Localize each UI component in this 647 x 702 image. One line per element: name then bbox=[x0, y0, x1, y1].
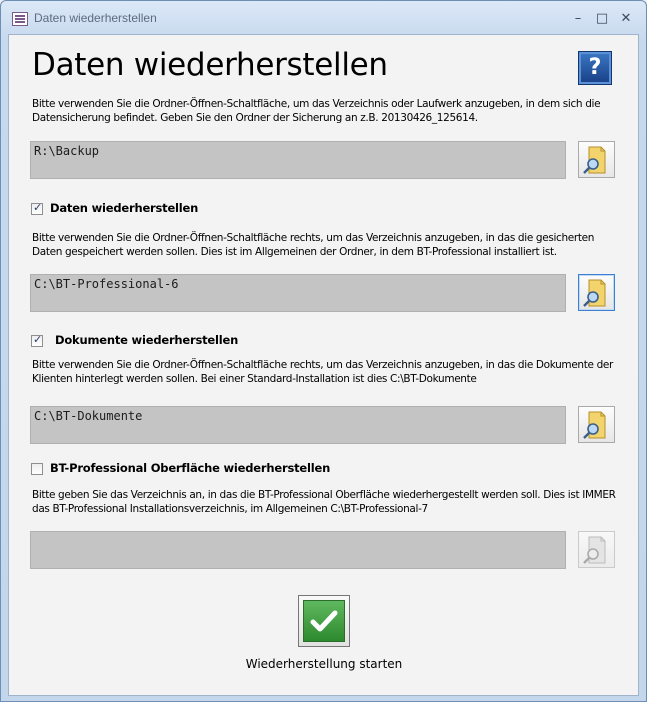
minimize-button[interactable]: – bbox=[574, 11, 582, 26]
checkmark-icon bbox=[303, 600, 345, 642]
folder-search-icon bbox=[583, 410, 611, 440]
start-restore-button[interactable] bbox=[298, 595, 350, 647]
intro-description: Bitte verwenden Sie die Ordner-Öffnen-Schaltfläche, um das Verzeichnis oder Laufwerk anzugeben, in dem sich die Datensicherung befindet. Geben Sie den Ordner der Sicherung an z.B. 20130426_125614. bbox=[32, 98, 601, 124]
folder-search-icon bbox=[583, 278, 611, 308]
folder-search-icon bbox=[583, 535, 611, 565]
restore-data-path-field[interactable]: C:\BT-Professional-6 bbox=[30, 274, 566, 312]
restore-ui-path-field[interactable] bbox=[30, 531, 566, 569]
restore-documents-path-field[interactable]: C:\BT-Dokumente bbox=[30, 406, 566, 444]
title-bar[interactable] bbox=[1, 1, 646, 35]
restore-ui-description: Bitte geben Sie das Verzeichnis an, in das die BT-Professional Oberfläche wiederhergestellt werden soll. Dies ist IMMER das BT-Professional Installationsverzeichnis, im Allgemeinen C:\BT-Professional-7 bbox=[32, 489, 616, 515]
folder-search-icon bbox=[583, 145, 611, 175]
backup-path-field[interactable]: R:\Backup bbox=[30, 141, 566, 179]
restore-documents-folder-open-button[interactable] bbox=[578, 406, 615, 443]
dialog-content bbox=[8, 34, 639, 696]
help-button[interactable] bbox=[578, 51, 612, 85]
restore-documents-checkbox[interactable] bbox=[31, 335, 43, 347]
restore-data-description: Bitte verwenden Sie die Ordner-Öffnen-Schaltfläche rechts, um das Verzeichnis anzugeben, in das die gesicherten Daten gespeichert werden sollen. Dies ist im Allgemeinen der Ordner, in dem BT-Professional installiert ist. bbox=[32, 232, 595, 258]
help-icon: ? bbox=[588, 55, 602, 80]
form-app-icon bbox=[12, 12, 28, 26]
restore-data-label: Daten wiederherstellen bbox=[50, 201, 199, 215]
restore-ui-label: BT-Professional Oberfläche wiederherstellen bbox=[50, 461, 331, 475]
close-button[interactable]: ✕ bbox=[620, 11, 632, 26]
restore-ui-folder-open-button[interactable] bbox=[578, 531, 615, 568]
restore-ui-checkbox[interactable] bbox=[31, 463, 43, 475]
restore-documents-label: Dokumente wiederherstellen bbox=[55, 333, 239, 347]
start-restore-label: Wiederherstellung starten bbox=[245, 657, 403, 671]
restore-data-folder-open-button[interactable] bbox=[578, 274, 615, 311]
restore-data-checkbox[interactable] bbox=[31, 203, 43, 215]
restore-documents-description: Bitte verwenden Sie die Ordner-Öffnen-Schaltfläche rechts, um das Verzeichnis anzugeben, in das die Dokumente der Klienten hinterlegt werden sollen. Bei einer Standard-Installation ist dies C:\BT-Dokumente bbox=[32, 359, 613, 385]
page-title: Daten wiederherstellen bbox=[32, 47, 388, 83]
maximize-button[interactable]: □ bbox=[595, 11, 609, 26]
window-title: Daten wiederherstellen bbox=[34, 11, 157, 25]
backup-folder-open-button[interactable] bbox=[578, 141, 615, 178]
